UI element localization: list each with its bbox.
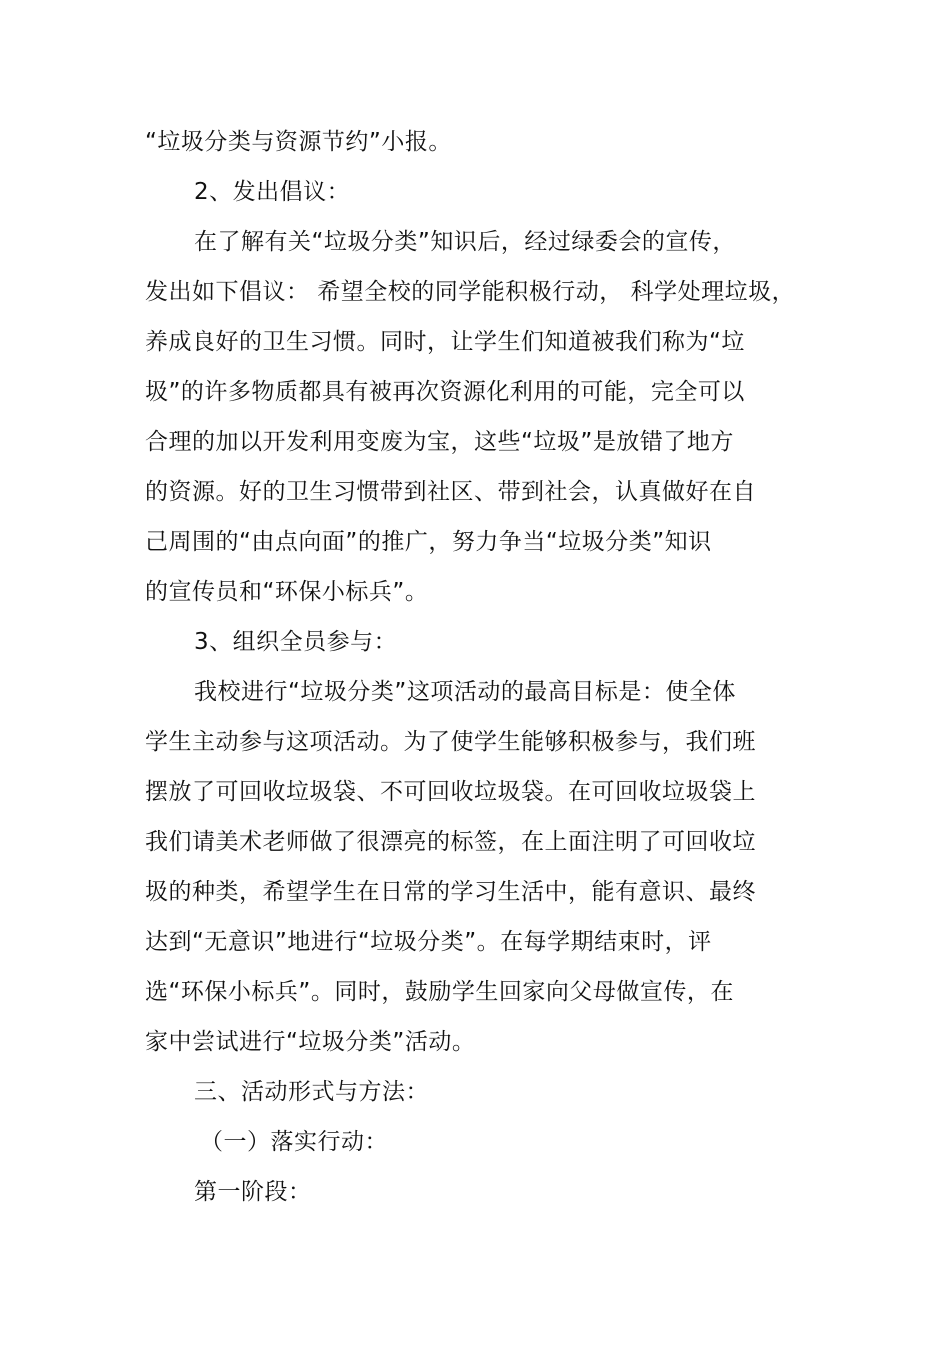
paragraph-line: 家中尝试进行“垃圾分类”活动。 (145, 1029, 476, 1055)
paragraph-line: 达到“无意识”地进行“垃圾分类”。在每学期结束时，评 (145, 929, 712, 955)
paragraph-line: 圾的种类，希望学生在日常的学习生活中，能有意识、最终 (145, 879, 756, 905)
paragraph-line: 我们请美术老师做了很漂亮的标签，在上面注明了可回收垃 (145, 829, 756, 855)
paragraph-line: 在了解有关“垃圾分类”知识后，经过绿委会的宣传， (194, 229, 736, 255)
paragraph-line: 发出如下倡议： 希望全校的同学能积极行动， 科学处理垃圾， (145, 279, 796, 305)
section-heading: 2、发出倡议： (194, 179, 351, 205)
paragraph-line: 合理的加以开发利用变废为宝，这些“垃圾”是放错了地方 (145, 429, 734, 455)
section-heading: 三、活动形式与方法： (194, 1079, 429, 1105)
section-heading: 3、组织全员参与： (194, 629, 398, 655)
text-line: “垃圾分类与资源节约”小报。 (145, 129, 452, 155)
paragraph-line: 我校进行“垃圾分类”这项活动的最高目标是：使全体 (194, 679, 736, 705)
paragraph-line: 学生主动参与这项活动。为了使学生能够积极参与，我们班 (145, 729, 756, 755)
subsection-heading: （一）落实行动： (200, 1129, 388, 1155)
paragraph-line: 己周围的“由点向面”的推广，努力争当“垃圾分类”知识 (145, 529, 712, 555)
paragraph-line: 摆放了可回收垃圾袋、不可回收垃圾袋。在可回收垃圾袋上 (145, 779, 756, 805)
paragraph-line: 养成良好的卫生习惯。同时，让学生们知道被我们称为“垃 (145, 329, 745, 355)
paragraph-line: 选“环保小标兵”。同时，鼓励学生回家向父母做宣传，在 (145, 979, 734, 1005)
paragraph-line: 的资源。好的卫生习惯带到社区、带到社会，认真做好在自 (145, 479, 756, 505)
paragraph-line: 的宣传员和“环保小标兵”。 (145, 579, 429, 605)
stage-heading: 第一阶段： (194, 1179, 312, 1205)
paragraph-line: 圾”的许多物质都具有被再次资源化利用的可能，完全可以 (145, 379, 745, 405)
